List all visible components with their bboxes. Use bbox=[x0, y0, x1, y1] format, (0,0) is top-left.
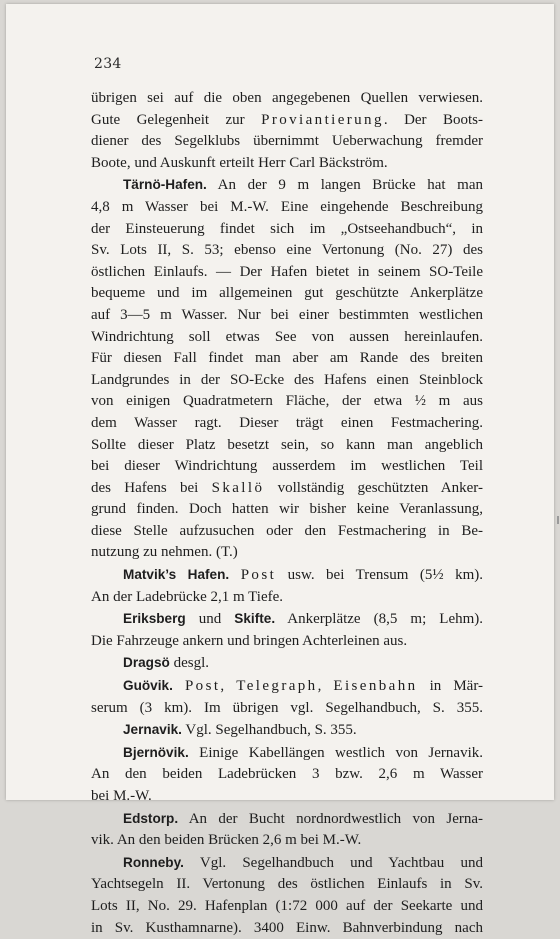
text-line bbox=[91, 174, 483, 197]
text-line bbox=[91, 874, 483, 896]
entry-heading: Edstorp. bbox=[123, 810, 179, 826]
text-line bbox=[91, 587, 483, 609]
text-run: An der Ladebrücke 2,1 m Tiefe. bbox=[91, 588, 284, 605]
text-line bbox=[91, 478, 483, 500]
text-line bbox=[91, 564, 483, 587]
text-line bbox=[91, 786, 483, 808]
text-run: , bbox=[317, 678, 334, 695]
text-run: Gute Gelegenheit zur bbox=[91, 111, 262, 128]
text-line bbox=[91, 521, 483, 543]
text-line bbox=[91, 808, 483, 831]
text-line bbox=[91, 131, 483, 153]
text-run bbox=[229, 567, 240, 583]
text-run: nutzung zu nehmen. (T.) bbox=[91, 544, 238, 561]
text-run: Die Fahrzeuge ankern und bringen Achterleinen aus. bbox=[91, 632, 408, 649]
entry-heading: Eriksberg bbox=[123, 611, 186, 627]
text-run: usw. bei Trensum (5½ km). bbox=[276, 567, 484, 584]
text-run: dem Wasser ragt. Dieser trägt einen Festmachering. bbox=[91, 414, 483, 431]
text-line bbox=[91, 370, 483, 392]
page-number: 234 bbox=[94, 56, 122, 72]
text-run: Landgrundes in der SO-Ecke des Hafens einen Steinblock bbox=[91, 371, 483, 388]
text-run: östlichen Einlaufs. — Der Hafen bietet in seinem SO-Teile bbox=[91, 263, 483, 280]
text-line bbox=[91, 764, 483, 786]
text-run: und bbox=[185, 611, 235, 628]
text-run: An der Bucht nordnordwestlich von Jerna- bbox=[178, 810, 483, 827]
entry-heading: Tärnö-Hafen. bbox=[123, 177, 207, 193]
text-line bbox=[91, 830, 483, 852]
text-run: An der 9 m langen Brücke hat man bbox=[206, 177, 483, 194]
body-text bbox=[91, 88, 483, 939]
text-run: übrigen sei auf die oben angegebenen Quellen verwiesen. bbox=[91, 90, 483, 106]
text-run: Vgl. Segelhandbuch und Yachtbau und bbox=[183, 854, 483, 871]
text-run bbox=[173, 678, 185, 694]
text-line bbox=[91, 719, 483, 742]
text-line bbox=[91, 631, 483, 653]
text-line bbox=[91, 88, 483, 110]
text-line bbox=[91, 608, 483, 631]
spaced-text: Telegraph bbox=[236, 678, 318, 695]
text-line bbox=[91, 896, 483, 918]
entry-heading: Matvik’s Hafen. bbox=[123, 567, 230, 583]
text-run: diese Stelle aufzusuchen oder den Festmachering in Be- bbox=[91, 522, 483, 539]
spaced-text: Skallö bbox=[211, 479, 265, 496]
text-line bbox=[91, 542, 483, 564]
text-line bbox=[91, 499, 483, 521]
text-line bbox=[91, 435, 483, 457]
text-line bbox=[91, 262, 483, 284]
text-run: grund finden. Doch hatten wir bisher keine Veranlassung, bbox=[91, 501, 483, 518]
text-run: bequeme und im allgemeinen gut geschützte Ankerplätze bbox=[91, 285, 483, 302]
text-run: desgl. bbox=[169, 655, 210, 672]
text-line bbox=[91, 327, 483, 349]
text-run: serum (3 km). Im übrigen vgl. Segelhandbuch, S. 355. bbox=[91, 699, 483, 716]
text-line bbox=[91, 153, 483, 175]
text-run: bei dieser Windrichtung ausserdem im westlichen Teil bbox=[91, 458, 483, 475]
text-line bbox=[91, 305, 483, 327]
text-line bbox=[91, 283, 483, 305]
spaced-text: Post bbox=[184, 678, 221, 695]
text-line bbox=[91, 240, 483, 262]
entry-heading: Bjernövik. bbox=[123, 744, 189, 760]
text-run: des Hafens bei bbox=[91, 479, 212, 496]
text-line bbox=[91, 675, 483, 698]
text-run: 4,8 m Wasser bei M.-W. Eine eingehende Beschreibung bbox=[91, 198, 483, 215]
spaced-text: Post bbox=[240, 567, 277, 584]
text-line bbox=[91, 456, 483, 478]
text-line bbox=[91, 742, 483, 765]
text-line bbox=[91, 652, 483, 675]
text-line bbox=[91, 219, 483, 241]
entry-heading: Ronneby. bbox=[123, 854, 184, 870]
text-run: Windrichtung soll etwas See von aussen hereinlaufen. bbox=[91, 328, 483, 345]
text-run: An den beiden Ladebrücken 3 bzw. 2,6 m Wasser bbox=[91, 766, 483, 783]
entry-heading: Skifte. bbox=[234, 611, 276, 627]
text-run: Sollte dieser Platz besetzt sein, so kann man angeblich bbox=[91, 436, 483, 453]
text-line bbox=[91, 197, 483, 219]
text-run: vik. An den beiden Brücken 2,6 m bei M.-W. bbox=[91, 832, 362, 849]
text-run: Lots II, No. 29. Hafenplan (1:72 000 auf der Seekarte und bbox=[91, 897, 483, 914]
entry-heading: Jernavik. bbox=[123, 722, 182, 738]
text-line bbox=[91, 852, 483, 875]
text-run: Für diesen Fall findet man aber am Rande des breiten bbox=[91, 350, 483, 367]
spaced-text: Proviantierung bbox=[261, 111, 384, 128]
book-page bbox=[6, 4, 554, 936]
text-run: der Einsteuerung findet sich im „Ostseehandbuch“, in bbox=[91, 220, 483, 237]
text-run: vollständig geschützten Anker- bbox=[264, 479, 483, 496]
text-run: Einige Kabellängen westlich von Jernavik. bbox=[188, 744, 483, 761]
text-line bbox=[91, 698, 483, 720]
spaced-text: Eisenbahn bbox=[333, 678, 418, 695]
text-run: bei M.-W. bbox=[91, 788, 152, 804]
text-line bbox=[91, 391, 483, 413]
text-line bbox=[91, 348, 483, 370]
text-line bbox=[91, 918, 483, 939]
text-run: Yachtsegeln II. Vertonung des östlichen Einlaufs in Sv. bbox=[91, 876, 483, 893]
text-line bbox=[91, 413, 483, 435]
text-run: in Mär- bbox=[417, 678, 484, 695]
text-run: diener des Segelklubs übernimmt Ueberwachung fremder bbox=[91, 133, 483, 150]
text-run: in Sv. Kusthamnarne). 3400 Einw. Bahnverbindung nach bbox=[91, 919, 483, 936]
entry-heading: Dragsö bbox=[123, 655, 170, 671]
text-run: Sv. Lots II, S. 53; ebenso eine Vertonung (No. 27) des bbox=[91, 242, 483, 259]
entry-heading: Guövik. bbox=[123, 678, 173, 694]
text-run: auf 3—5 m Wasser. Nur bei einer bestimmten westlichen bbox=[91, 306, 483, 323]
text-run: . Der Boots- bbox=[383, 111, 483, 128]
text-run: Vgl. Segelhandbuch, S. 355. bbox=[181, 722, 357, 739]
text-run: Boote, und Auskunft erteilt Herr Carl Bäckström. bbox=[91, 154, 388, 171]
text-run: , bbox=[220, 678, 237, 695]
text-run: von einigen Quadratmetern Fläche, der etwa ½ m aus bbox=[91, 393, 483, 410]
text-run: Ankerplätze (8,5 m; Lehm). bbox=[275, 611, 484, 628]
edge-mark bbox=[557, 516, 559, 524]
text-line bbox=[91, 110, 483, 132]
